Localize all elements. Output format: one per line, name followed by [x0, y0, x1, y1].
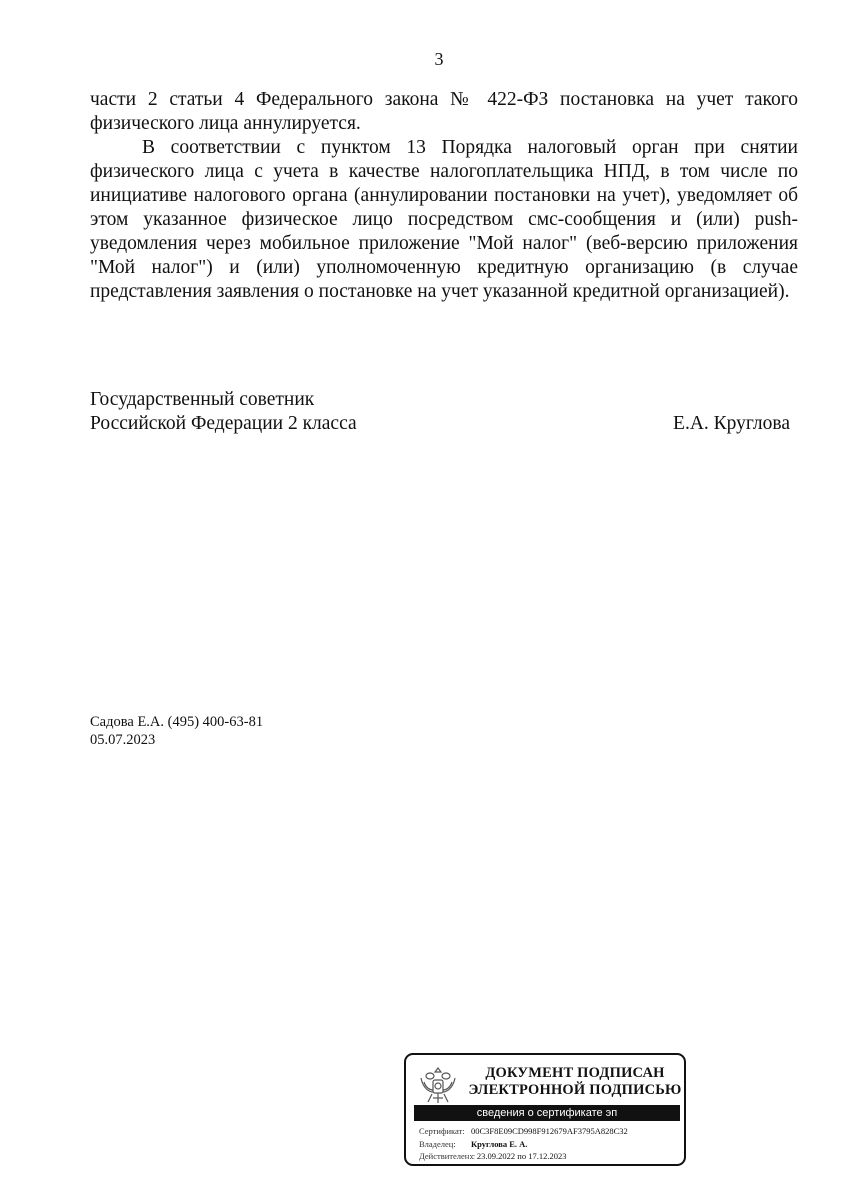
stamp-row: Владелец: Круглова Е. А. — [419, 1138, 528, 1149]
page-number: 3 — [434, 49, 444, 69]
signer-position: Государственный советник — [90, 389, 315, 410]
stamp-title: ДОКУМЕНТ ПОДПИСАН ЭЛЕКТРОННОЙ ПОДПИСЬЮ — [468, 1065, 682, 1098]
paragraph: В соответствии с пунктом 13 Порядка налоговый орган при снятии физического лица с учета в качестве налогоплательщика НПД, в том числе по инициативе налогового органа (аннулировании постановки на учет), уведомляет об этом указанное физическое лицо посредством смс-сообщения и (или) push-уведомления через мобильное приложение "Мой налог" (веб-версию приложения "Мой налог") и (или) уполномоченную кредитную организацию (в случае представления заявления о постановке на учет указанной кредитной организацией). — [90, 137, 798, 302]
stamp-row: Сертификат: 00C3F8E09CD998F912679AF3795A828C32 — [419, 1126, 628, 1136]
executor-info — [90, 713, 263, 749]
paragraph: части 2 статьи 4 Федерального закона № 422-ФЗ постановка на учет такого физического лица аннулируется. — [90, 89, 798, 134]
e-signature-stamp — [404, 1053, 686, 1166]
letter-body — [90, 88, 798, 304]
coat-of-arms-icon — [415, 1062, 461, 1108]
stamp-certificate-details — [419, 1125, 681, 1163]
signer-name: Е.А. Круглова — [673, 413, 790, 434]
executor-date: 05.07.2023 — [90, 732, 156, 748]
signature-block — [90, 388, 790, 436]
stamp-certificate-bar: сведения о сертификате эп — [414, 1105, 680, 1121]
stamp-row: Действителен: с 23.09.2022 по 17.12.2023 — [419, 1151, 567, 1161]
signer-position: Российской Федерации 2 класса — [90, 413, 357, 434]
executor-contact: Садова Е.А. (495) 400-63-81 — [90, 714, 264, 730]
